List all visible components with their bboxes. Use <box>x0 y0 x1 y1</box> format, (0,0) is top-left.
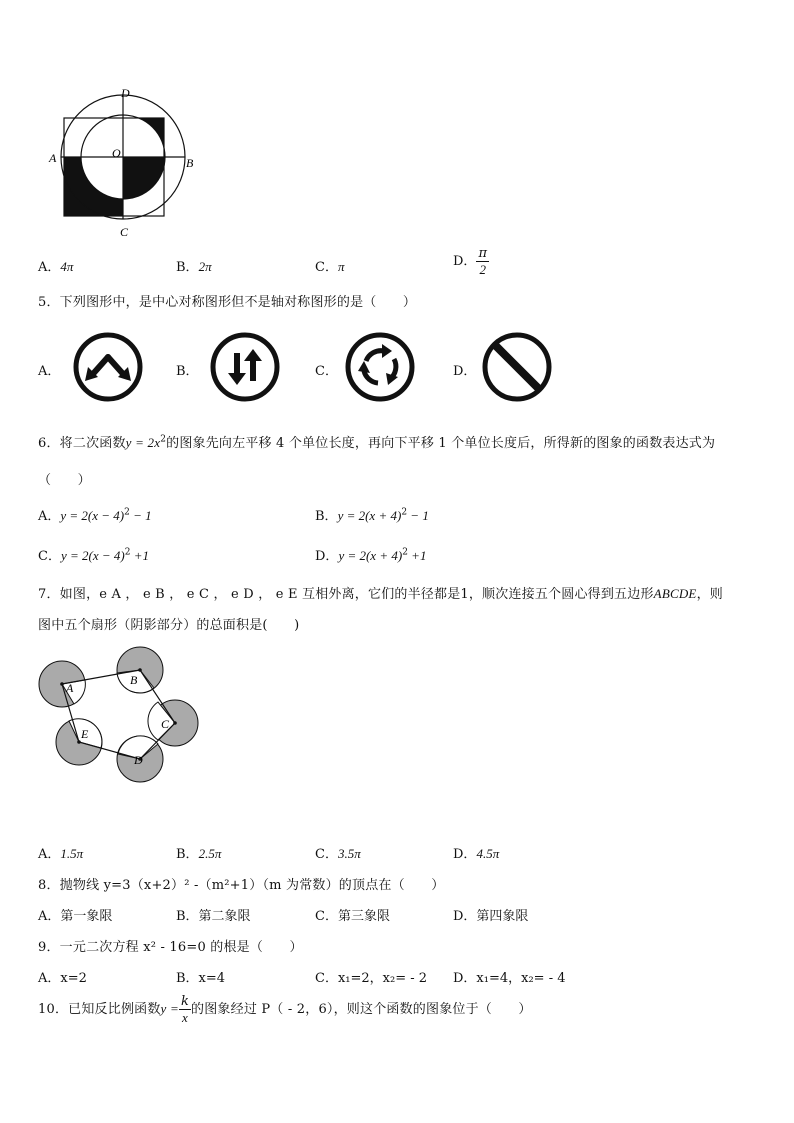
option-exponent: 2 <box>402 547 408 558</box>
option-letter: B． <box>176 847 199 862</box>
option-exponent: 2 <box>401 507 408 518</box>
option-value: 4.5π <box>476 846 500 861</box>
option-exponent: 2 <box>124 547 131 558</box>
label-D: D <box>121 86 130 100</box>
q7-option-b[interactable] <box>176 843 221 862</box>
q10-text-after: 的图象经过 P（ - 2，6），则这个函数的图象位于（ ） <box>191 1002 532 1017</box>
fraction-numerator: k <box>180 994 190 1009</box>
label-C: C <box>120 225 129 239</box>
q4-figure <box>44 84 214 244</box>
q5-option-b-label[interactable]: B． <box>176 364 199 379</box>
q7-option-d[interactable] <box>453 843 499 862</box>
option-tail: − 1 <box>407 508 429 523</box>
option-letter: C． <box>38 549 61 564</box>
option-letter: D． <box>453 847 477 862</box>
q7-option-c[interactable] <box>315 843 361 862</box>
option-value: 2.5π <box>198 846 222 861</box>
option-value: 1.5π <box>60 846 84 861</box>
q9-question: 9．一元二次方程 x² - 16=0 的根是（ ） <box>38 940 303 955</box>
q9-option-b[interactable]: B．x=4 <box>176 971 226 986</box>
label-D: D <box>134 753 143 767</box>
q9-option-a[interactable]: A．x=2 <box>38 971 87 986</box>
fraction-numerator: π <box>478 246 487 261</box>
option-letter: B． <box>315 509 338 524</box>
option-letter: C． <box>315 847 338 862</box>
q6-option-d[interactable] <box>315 545 426 564</box>
q8-option-d[interactable]: D．第四象限 <box>453 909 529 924</box>
label-B: B <box>186 156 194 170</box>
q6-option-b[interactable] <box>315 505 429 524</box>
q7-question-line2: 图中五个扇形（阴影部分）的总面积是( ) <box>38 618 300 633</box>
label-O: O <box>112 146 121 160</box>
q5-option-a-label[interactable]: A． <box>38 364 61 379</box>
option-letter: A． <box>38 260 61 275</box>
q7-text: 7．如图，e A ， e B ， e C ， e D ， e E 互相外离，它们的半径都是1，顺次连接五个圆心得到五边形 <box>38 587 654 602</box>
q5-sign-c[interactable] <box>344 331 416 403</box>
q6-option-c[interactable] <box>38 545 149 564</box>
q8-question: 8．抛物线 y=3（x+2）² -（m²+1）（m 为常数）的顶点在（ ） <box>38 878 445 893</box>
option-tail: +1 <box>407 548 427 563</box>
q5-question: 5．下列图形中，是中心对称图形但不是轴对称图形的是（ ） <box>38 295 417 310</box>
q6-question <box>38 432 715 451</box>
option-value: π <box>337 259 345 274</box>
q9-option-d[interactable]: D．x₁=4，x₂= - 4 <box>453 971 566 986</box>
fraction-denominator: 2 <box>479 262 486 277</box>
label-A: A <box>66 681 74 695</box>
option-tail: +1 <box>130 548 149 563</box>
option-expr: y = 2(x + 4) <box>337 508 402 523</box>
q9-option-c[interactable]: C．x₁=2，x₂= - 2 <box>315 971 428 986</box>
q5-option-c-label[interactable]: C． <box>315 364 338 379</box>
label-C: C <box>161 717 170 731</box>
q10-y: y = <box>160 1001 179 1016</box>
q8-option-c[interactable]: C．第三象限 <box>315 909 390 924</box>
option-letter: D． <box>315 549 339 564</box>
option-expr: y = 2(x + 4) <box>338 548 403 563</box>
option-value: 4π <box>60 259 74 274</box>
option-expr: y = 2(x − 4) <box>60 508 125 523</box>
option-letter: D． <box>453 254 477 269</box>
q10-question <box>38 995 532 1024</box>
q4-option-c[interactable] <box>315 256 344 275</box>
fraction-denominator: x <box>182 1010 188 1025</box>
option-letter: C． <box>315 260 338 275</box>
q7-figure <box>34 640 209 795</box>
q5-option-d-label[interactable]: D． <box>453 364 477 379</box>
q7-option-a[interactable] <box>38 843 83 862</box>
q8-option-b[interactable]: B．第二象限 <box>176 909 251 924</box>
q6-text-before: 6．将二次函数 <box>38 436 126 451</box>
q6-function: y = 2x <box>125 435 161 450</box>
label-E: E <box>81 727 89 741</box>
fraction <box>476 247 489 276</box>
q4-option-d[interactable] <box>453 247 489 276</box>
option-value: 2π <box>198 259 212 274</box>
q5-sign-d[interactable] <box>481 331 553 403</box>
q7-text-tail: ，则 <box>696 587 723 602</box>
q7-pentagon-name: ABCDE <box>653 586 697 601</box>
q8-option-a[interactable]: A．第一象限 <box>38 909 113 924</box>
option-expr: y = 2(x − 4) <box>60 548 125 563</box>
q6-function-exponent: 2 <box>160 434 167 445</box>
option-letter: A． <box>38 509 61 524</box>
q7-question-line1 <box>38 583 723 602</box>
q4-option-b[interactable] <box>176 256 212 275</box>
option-value: 3.5π <box>337 846 361 861</box>
option-tail: − 1 <box>129 508 152 523</box>
q10-fraction <box>179 995 191 1024</box>
q10-text-before: 10．已知反比例函数 <box>38 1002 161 1017</box>
label-A: A <box>49 151 57 165</box>
q5-sign-b[interactable] <box>209 331 281 403</box>
q6-option-a[interactable] <box>38 505 152 524</box>
option-letter: A． <box>38 847 61 862</box>
q6-paren: （ ） <box>38 473 91 488</box>
q5-sign-a[interactable] <box>72 331 144 403</box>
q6-text-after: 的图象先向左平移 4 个单位长度，再向下平移 1 个单位长度后，所得新的图象的函数表达式为 <box>166 436 716 451</box>
option-exponent: 2 <box>124 507 130 518</box>
label-B: B <box>130 673 138 687</box>
option-letter: B． <box>176 260 199 275</box>
q4-option-a[interactable] <box>38 256 73 275</box>
